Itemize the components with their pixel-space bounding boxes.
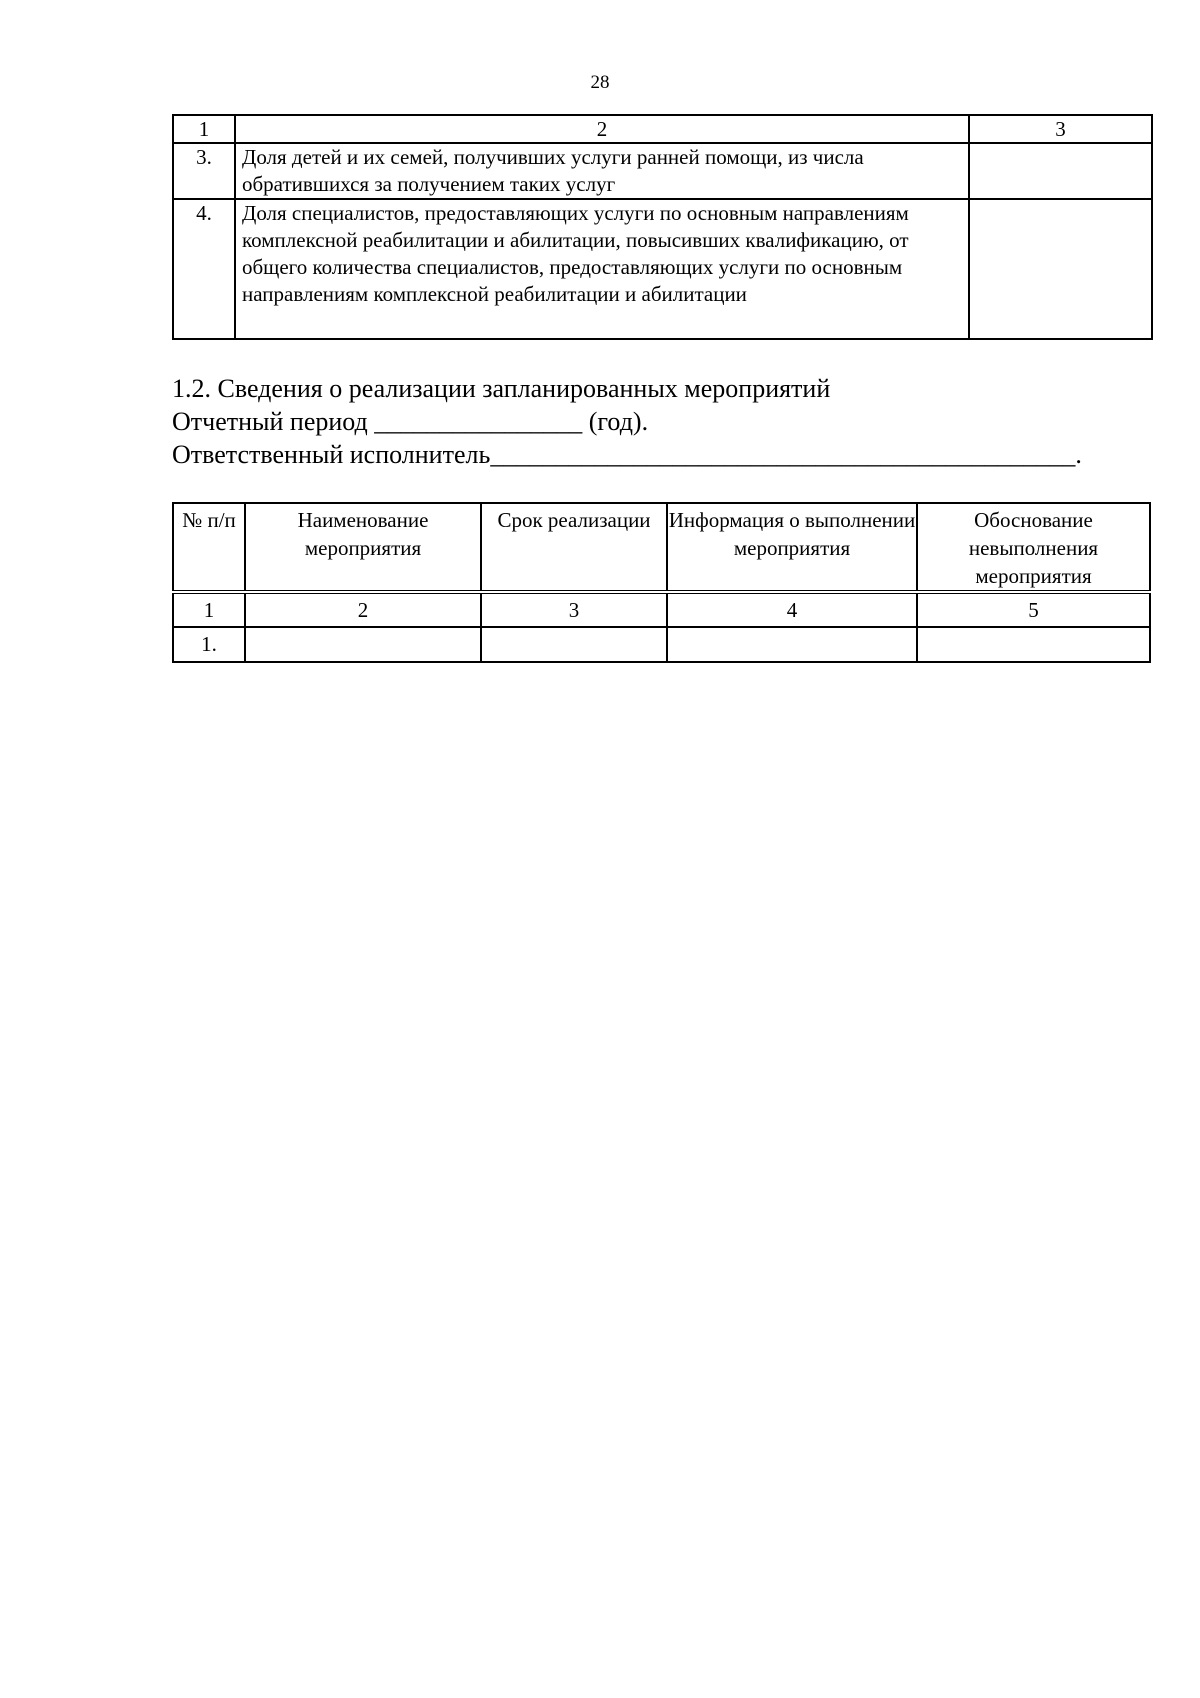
table-row	[173, 199, 1152, 339]
deadline-cell	[481, 627, 667, 662]
col-header-activity-name: Наименование мероприятия	[245, 503, 481, 592]
indicators-col-2-header: 2	[235, 115, 969, 143]
section-title: 1.2. Сведения о реализации запланированных мероприятий	[172, 374, 831, 403]
indicator-name: Доля детей и их семей, получивших услуги ранней помощи, из числа обратившихся за получением таких услуг	[235, 143, 969, 199]
indicators-table	[172, 114, 1153, 340]
activity-name-cell	[245, 627, 481, 662]
section-block	[172, 372, 1162, 471]
activities-table-header-row	[173, 503, 1150, 592]
indicators-col-1-header: 1	[173, 115, 235, 143]
responsible-executor-line: Ответственный исполнитель_____________________________________________.	[172, 440, 1082, 469]
col-header-non-completion-reason: Обоснование невыполнения мероприятия	[917, 503, 1150, 592]
col-header-deadline: Срок реализации	[481, 503, 667, 592]
indicator-value	[969, 143, 1152, 199]
row-number: 4.	[173, 199, 235, 339]
row-number: 1.	[173, 627, 245, 662]
page-number: 28	[590, 72, 610, 93]
column-index: 5	[917, 592, 1150, 627]
indicator-value	[969, 199, 1152, 339]
column-index: 1	[173, 592, 245, 627]
non-completion-reason-cell	[917, 627, 1150, 662]
col-header-number: № п/п	[173, 503, 245, 592]
row-number: 3.	[173, 143, 235, 199]
completion-info-cell	[667, 627, 917, 662]
indicators-col-3-header: 3	[969, 115, 1152, 143]
indicators-table-header-row	[173, 115, 1152, 143]
col-header-completion-info: Информация о выполнении мероприятия	[667, 503, 917, 592]
column-index: 3	[481, 592, 667, 627]
indicator-name: Доля специалистов, предоставляющих услуги по основным направлениям комплексной реабилитации и абилитации, повысивших квалификацию, от общего количества специалистов, предоставляющих услуги по основным направлениям комплексной реабилитации и абилитации	[235, 199, 969, 339]
column-index: 2	[245, 592, 481, 627]
reporting-period-line: Отчетный период ________________ (год).	[172, 407, 649, 436]
activities-column-index-row	[173, 592, 1150, 627]
column-index: 4	[667, 592, 917, 627]
table-row	[173, 143, 1152, 199]
activities-table	[172, 502, 1151, 663]
table-row	[173, 627, 1150, 662]
